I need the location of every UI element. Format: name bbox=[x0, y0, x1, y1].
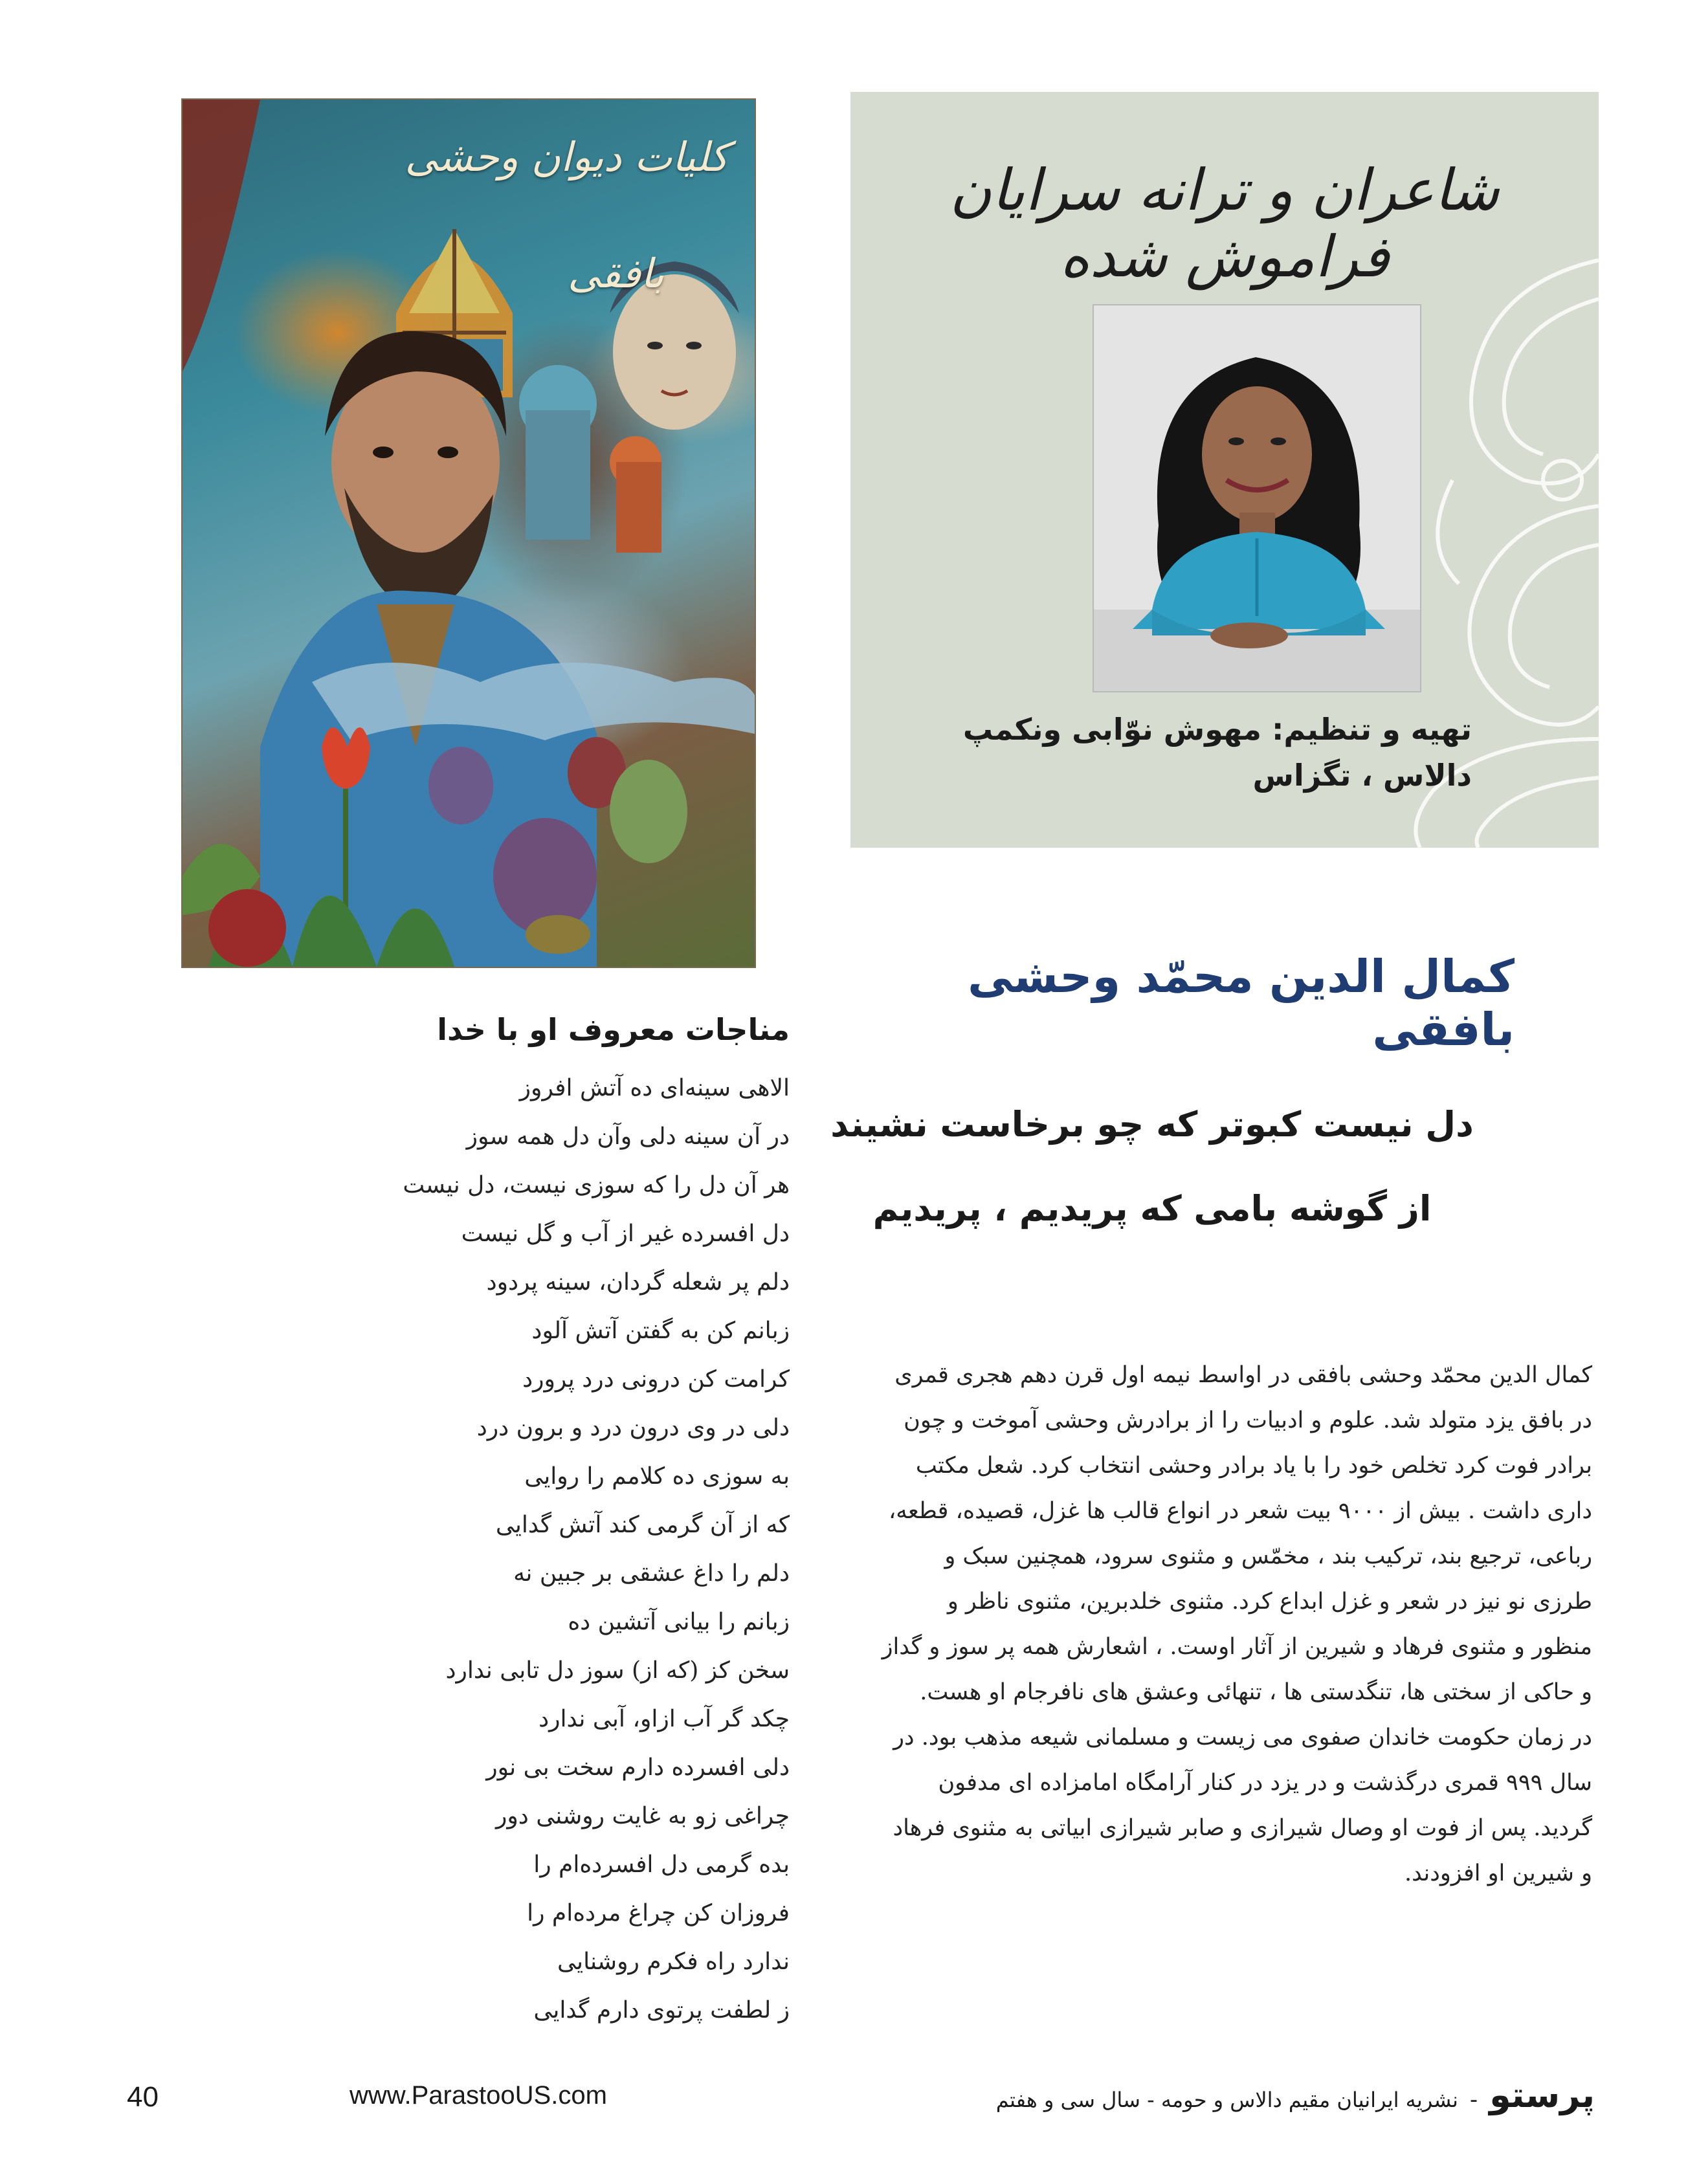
cover-subtitle: بافقی bbox=[568, 250, 664, 297]
poem-line: بده گرمی دل افسرده‌ام را bbox=[533, 1851, 790, 1878]
bio-line: سال ۹۹۹ قمری درگذشت و در یزد در کنار آرامگاه امامزاده ای مدفون bbox=[938, 1770, 1592, 1796]
footer-tagline: نشریه ایرانیان مقیم دالاس و حومه - سال سی و هفتم bbox=[995, 2088, 1458, 2112]
cover-title: کلیات دیوان وحشی bbox=[405, 133, 729, 181]
poem-line: دل افسرده غیر از آب و گل نیست bbox=[461, 1220, 790, 1247]
bio-line: در زمان حکومت خاندان صفوی می زیست و مسلمانی شیعه مذهب بود. در bbox=[893, 1725, 1592, 1750]
bio-line: و حاکی از سختی ها، تنگدستی ها ، تنهائی وعشق های نافرجام او هست. bbox=[920, 1679, 1592, 1705]
poem-line: دلی در وی درون درد و برون درد bbox=[476, 1415, 790, 1441]
footer-separator: - bbox=[1469, 2087, 1478, 2113]
bio-line: گردید. پس از فوت او وصال شیرازی و صابر شیرازی ابیاتی به مثنوی فرهاد bbox=[893, 1815, 1592, 1841]
biography-paragraph bbox=[854, 1352, 1592, 1896]
brand-name: پرستو bbox=[1489, 2075, 1595, 2115]
website-link[interactable]: www.ParastooUS.com bbox=[350, 2081, 607, 2110]
cover-painting bbox=[183, 100, 755, 967]
poem-line: دلی افسرده دارم سخت بی نور bbox=[486, 1754, 790, 1781]
poem-line: فروزان کن چراغ مرده‌ام را bbox=[527, 1900, 790, 1926]
bio-line: رباعی، ترجیع بند، ترکیب بند ، مخمّس و مثنوی سرود، همچنین سبک و bbox=[944, 1543, 1592, 1569]
bio-line: و شیرین او افزودند. bbox=[1405, 1860, 1592, 1886]
book-cover-image bbox=[181, 98, 756, 968]
bio-line: داری داشت . بیش از ۹۰۰۰ بیت شعر در انواع قالب ها غزل، قصیده، قطعه، bbox=[888, 1498, 1592, 1524]
credit-block bbox=[954, 707, 1472, 799]
bio-line: منظور و مثنوی فرهاد و شیرین از آثار اوست. ، اشعارش همه پر سوز و گداز bbox=[882, 1634, 1592, 1660]
poem-line: ندارد راه فکرم روشنایی bbox=[557, 1948, 790, 1975]
poem-line: در آن سینه دلی وآن دل همه سوز bbox=[466, 1123, 790, 1150]
bio-line: طرزی نو نیز در شعر و غزل ابداع کرد. مثنوی خلدبرین، مثنوی ناظر و bbox=[947, 1589, 1592, 1615]
poem-line: زبانم کن به گفتن آتش آلود bbox=[531, 1318, 790, 1344]
poem-line: چراغی زو به غایت روشنی دور bbox=[495, 1803, 790, 1829]
page-number: 40 bbox=[127, 2081, 159, 2113]
poem-line: دلم را داغ عشقی بر جبین نه bbox=[513, 1560, 790, 1587]
credit-location: دالاس ، تگزاس bbox=[1252, 758, 1472, 793]
poem-line: زبانم را بیانی آتشین ده bbox=[568, 1609, 790, 1635]
poem-line: ز لطفت پرتوی دارم گدایی bbox=[533, 1997, 790, 2024]
couplet-line-2: از گوشه بامی که پریدیم ، پریدیم bbox=[872, 1188, 1432, 1229]
poet-name-heading: کمال الدین محمّد وحشی بافقی bbox=[968, 950, 1515, 1056]
portrait-photo bbox=[1094, 305, 1420, 691]
poem-line: الاهی سینه‌ای ده آتش افروز bbox=[519, 1075, 790, 1101]
header-box bbox=[850, 92, 1599, 848]
poem-line: به سوزی ده کلامم را روایی bbox=[524, 1463, 790, 1490]
poem-line: سخن کز (که از) سوز دل تابی ندارد bbox=[445, 1657, 790, 1684]
poem-line: کرامت کن درونی درد پرورد bbox=[522, 1366, 790, 1393]
poem-line: چکد گر آب ازاو، آبی ندارد bbox=[539, 1706, 790, 1732]
poem-line: هر آن دل را که سوزی نیست، دل نیست bbox=[403, 1172, 790, 1198]
bio-line: در بافق یزد متولد شد. علوم و ادبیات را از برادرش وحشی آموخت و چون bbox=[904, 1407, 1592, 1433]
poem-line: دلم پر شعله گردان، سینه پردود bbox=[486, 1269, 790, 1296]
footer-masthead bbox=[932, 2075, 1595, 2115]
poem-line: که از آن گرمی کند آتش گدایی bbox=[495, 1512, 790, 1538]
bio-line: کمال الدین محمّد وحشی بافقی در اواسط نیمه اول قرن دهم هجری قمری bbox=[894, 1362, 1592, 1388]
section-title: شاعران و ترانه سرایان فراموش شده bbox=[949, 157, 1500, 290]
prayer-poem bbox=[362, 1064, 790, 2035]
bio-line: برادر فوت کرد تخلص خود را با یاد برادر وحشی انتخاب کرد. شعل مکتب bbox=[915, 1453, 1592, 1479]
credit-author: تهیه و تنظیم: مهوش نوّابی ونکمپ bbox=[962, 712, 1472, 747]
couplet-line-1: دل نیست کبوتر که چو برخاست نشیند bbox=[830, 1104, 1474, 1145]
author-portrait bbox=[1093, 304, 1421, 692]
prayer-heading: مناجات معروف او با خدا bbox=[437, 1012, 790, 1047]
